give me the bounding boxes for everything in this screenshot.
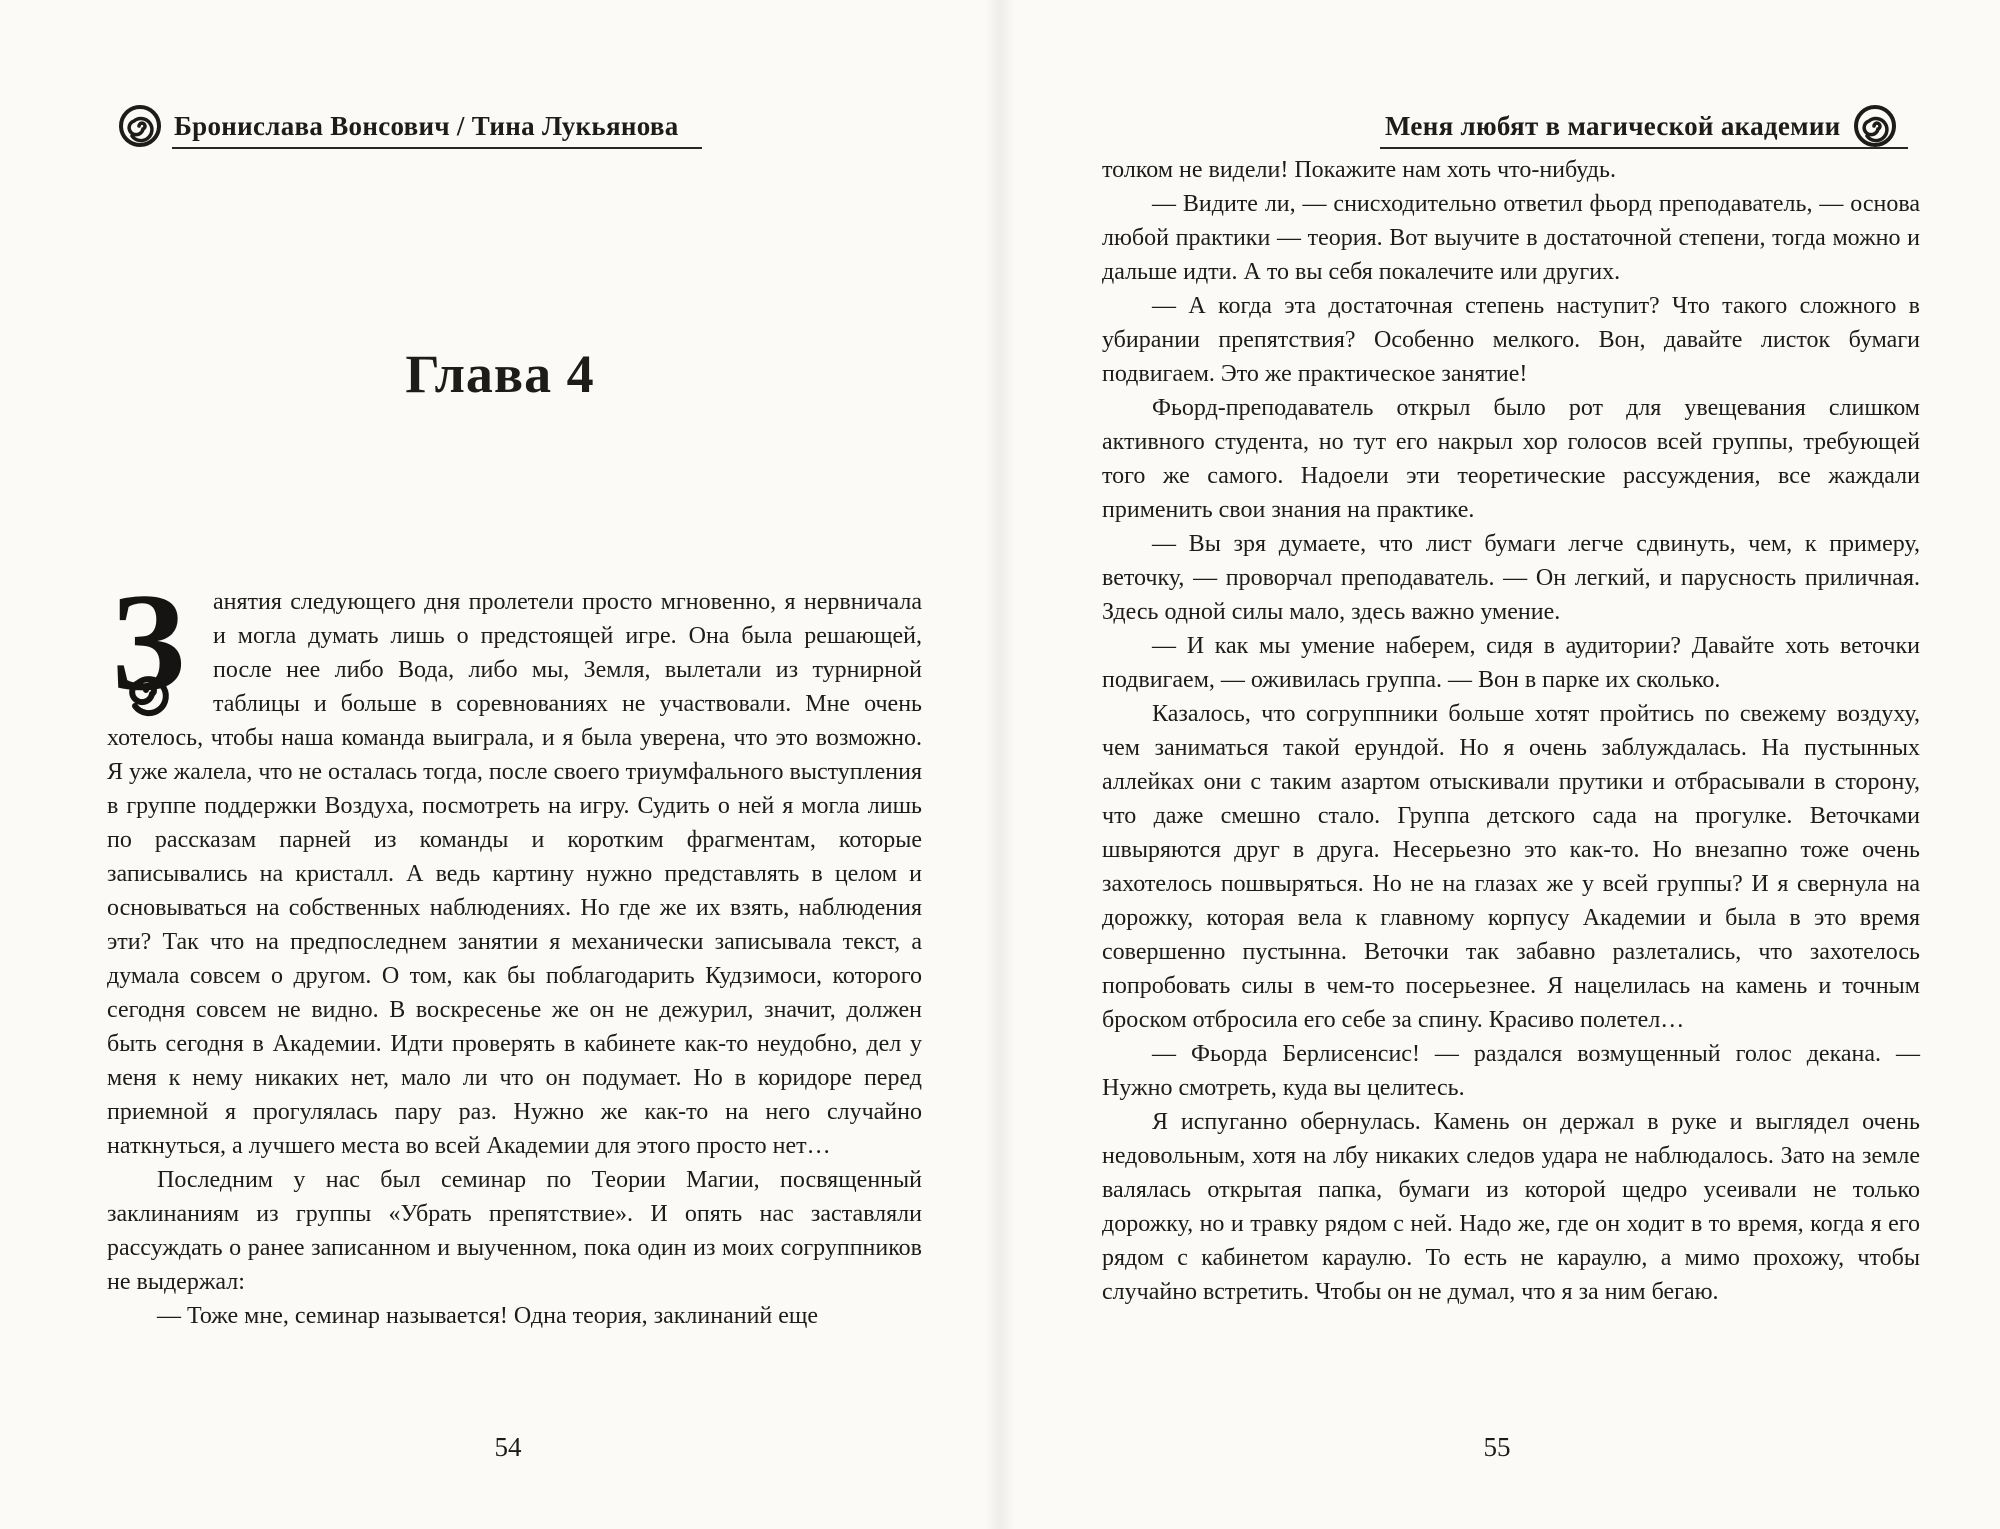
paragraph: — Тоже мне, семинар называется! Одна теория, заклинаний еще xyxy=(157,1303,819,1329)
paragraph: Последним у нас был семинар по Теории Магии, посвященный заклинаниям из группы «Убрать препятствие». И опять нас заставляли рассуждать о ранее записанном и выученном, пока один из моих согруппников не выдержал: xyxy=(107,1167,922,1295)
paragraph: — Видите ли, — снисходительно ответил фьорд преподаватель, — основа любой практики — теория. Вот выучите в достаточной степени, тогда можно и дальше идти. А то вы себя покалечите или других. xyxy=(1102,191,1920,285)
left-running-header xyxy=(118,104,679,148)
header-rule xyxy=(1380,147,1908,149)
right-body-text xyxy=(1102,153,1920,1309)
spiral-ornament-icon xyxy=(118,104,162,148)
spiral-ornament-icon xyxy=(1853,104,1897,148)
page-number: 55 xyxy=(1483,1432,1511,1462)
paragraph: Я испуганно обернулась. Камень он держал в руке и выглядел очень недовольным, хотя на лбу никаких следов удара не наблюдалось. Зато на земле валялась открытая папка, бумаги из которой щедро усеивали не только дорожку, но и травку рядом с ней. Надо же, где он ходит в то время, когда я его рядом с кабинетом караулю. То есть не караулю, а мимо прохожу, чтобы случайно встретить. Чтобы он не думал, что я за ним бегаю. xyxy=(1102,1109,1920,1305)
drop-cap-letter: З xyxy=(111,565,185,720)
paragraph: — Фьорда Берлисенсис! — раздался возмущенный голос декана. — Нужно смотреть, куда вы целитесь. xyxy=(1102,1041,1920,1101)
paragraph: толком не видели! Покажите нам хоть что-нибудь. xyxy=(1102,157,1616,183)
page-number: 54 xyxy=(494,1432,522,1462)
book-title: Меня любят в магической академии xyxy=(1385,110,1841,141)
author-names: Бронислава Вонсович / Тина Лукьянова xyxy=(174,110,679,141)
right-page xyxy=(1000,0,2000,1529)
drop-cap-spiral-icon xyxy=(115,657,181,723)
drop-cap xyxy=(107,565,203,720)
paragraph: анятия следующего дня пролетели просто мгновенно, я нервничала и могла думать лишь о предстоящей игре. Она была решающей, после нее либо Вода, либо мы, Земля, вылетали из турнирной таблицы и больше в соревнованиях не участвовали. Мне очень хотелось, чтобы наша команда выиграла, и я была уверена, что это возможно. Я уже жалела, что не осталась тогда, после своего триумфального выступления в группе поддержки Воздуха, посмотреть на игру. Судить о ней я могла лишь по рассказам парней из команды и коротким фрагментам, которые записывались на кристалл. А ведь картину нужно представлять в целом и основываться на собственных наблюдениях. Но где же их взять, наблюдения эти? Так что на предпоследнем занятии я механически записывала текст, а думала совсем о другом. О том, как бы поблагодарить Кудзимоси, которого сегодня совсем не видно. В воскресенье же он не дежурил, значит, должен быть сегодня в Академии. Идти проверять в кабинете как-то неудобно, дел у меня к нему никаких нет, мало ли что он подумает. Но в коридоре перед приемной я прогулялась пару раз. Нужно же как-то на него случайно наткнуться, а лучшего места во всей Академии для этого просто нет… xyxy=(107,589,922,1159)
paragraph: — А когда эта достаточная степень наступит? Что такого сложного в убирании препятствия? Особенно мелкого. Вон, давайте листок бумаги подвигаем. Это же практическое занятие! xyxy=(1102,293,1920,387)
header-rule xyxy=(172,147,702,149)
paragraph: — Вы зря думаете, что лист бумаги легче сдвинуть, чем, к примеру, веточку, — проворчал преподаватель. — Он легкий, и парусность приличная. Здесь одной силы мало, здесь важно умение. xyxy=(1102,531,1920,625)
right-running-header xyxy=(1385,104,1897,148)
paragraph: Фьорд-преподаватель открыл было рот для увещевания слишком активного студента, но тут его накрыл хор голосов всей группы, требующей того же самого. Надоели эти теоретические рассуждения, все жаждали применить свои знания на практике. xyxy=(1102,395,1920,523)
chapter-title: Глава 4 xyxy=(405,344,595,404)
left-body-text xyxy=(107,565,922,1333)
paragraph: Казалось, что согруппники больше хотят пройтись по свежему воздуху, чем заниматься такой ерундой. Но я очень заблуждалась. На пустынных аллейках они с таким азартом отыскивали прутики и отбрасывали в сторону, что даже смешно стало. Группа детского сада на прогулке. Веточками швыряются друг в друга. Несерьезно это как-то. Но внезапно тоже очень захотелось пошвыряться. Но не на глазах же у всей группы? И я свернула на дорожку, которая вела к главному корпусу Академии и была в это время совершенно пустынна. Веточки так забавно разлетались, что захотелось попробовать силы в чем-то посерьезнее. Я нацелилась на камень и точным броском отбросила его себе за спину. Красиво полетел… xyxy=(1102,701,1920,1033)
paragraph: — И как мы умение наберем, сидя в аудитории? Давайте хоть веточки подвигаем, — оживилась группа. — Вон в парке их сколько. xyxy=(1102,633,1920,693)
